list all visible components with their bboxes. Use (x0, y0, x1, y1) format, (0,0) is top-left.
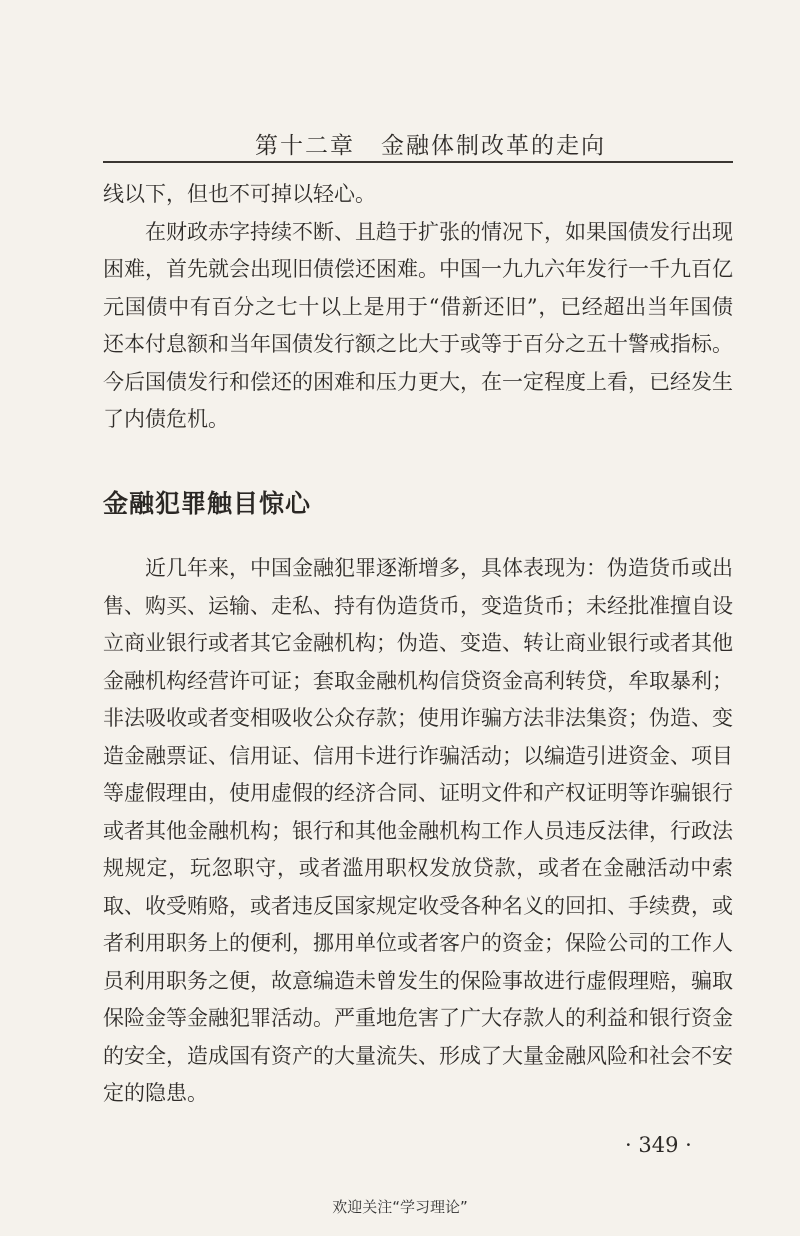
running-header (255, 127, 615, 160)
chapter-title: 金融体制改革的走向 (381, 133, 606, 159)
page-number: · 349 · (625, 1133, 692, 1157)
continuation-line: 线以下，但也不可掉以轻心。 (103, 182, 376, 206)
section-heading: 金融犯罪触目惊心 (103, 489, 312, 518)
paragraph-national-debt: 在财政赤字持续不断、且趋于扩张的情况下，如果国债发行出现困难，首先就会出现旧债偿还困难。中国一九九六年发行一千九百亿元国债中有百分之七十以上是用于“借新还旧”，已经超出当年国债还本付息额和当年国债发行额之比大于或等于百分之五十警戒指标。今后国债发行和偿还的困难和压力更大，在一定程度上看，已经发生了内债危机。 (103, 219, 733, 431)
footer-note: 欢迎关注“学习理论” (332, 1198, 468, 1216)
paragraph-financial-crime: 近几年来，中国金融犯罪逐渐增多，具体表现为：伪造货币或出售、购买、运输、走私、持有伪造货币，变造货币；未经批准擅自设立商业银行或者其它金融机构；伪造、变造、转让商业银行或者其他金融机构经营许可证；套取金融机构信贷资金高利转贷，牟取暴利；非法吸收或者变相吸收公众存款；使用诈骗方法非法集资；伪造、变造金融票证、信用证、信用卡进行诈骗活动；以编造引进资金、项目等虚假理由，使用虚假的经济合同、证明文件和产权证明等诈骗银行或者其他金融机构；银行和其他金融机构工作人员违反法律，行政法规规定，玩忽职守，或者滥用职权发放贷款，或者在金融活动中索取、收受贿赂，或者违反国家规定收受各种名义的回扣、手续费，或者利用职务上的便利，挪用单位或者客户的资金；保险公司的工作人员利用职务之便，故意编造未曾发生的保险事故进行虚假理赔，骗取保险金等金融犯罪活动。严重地危害了广大存款人的利益和银行资金的安全，造成国有资产的大量流失、形成了大量金融风险和社会不安定的隐患。 (103, 556, 733, 1105)
top-text-block (103, 176, 733, 439)
header-rule (103, 161, 733, 163)
chapter-number: 第十二章 (255, 133, 355, 159)
bottom-text-block (103, 550, 733, 1113)
